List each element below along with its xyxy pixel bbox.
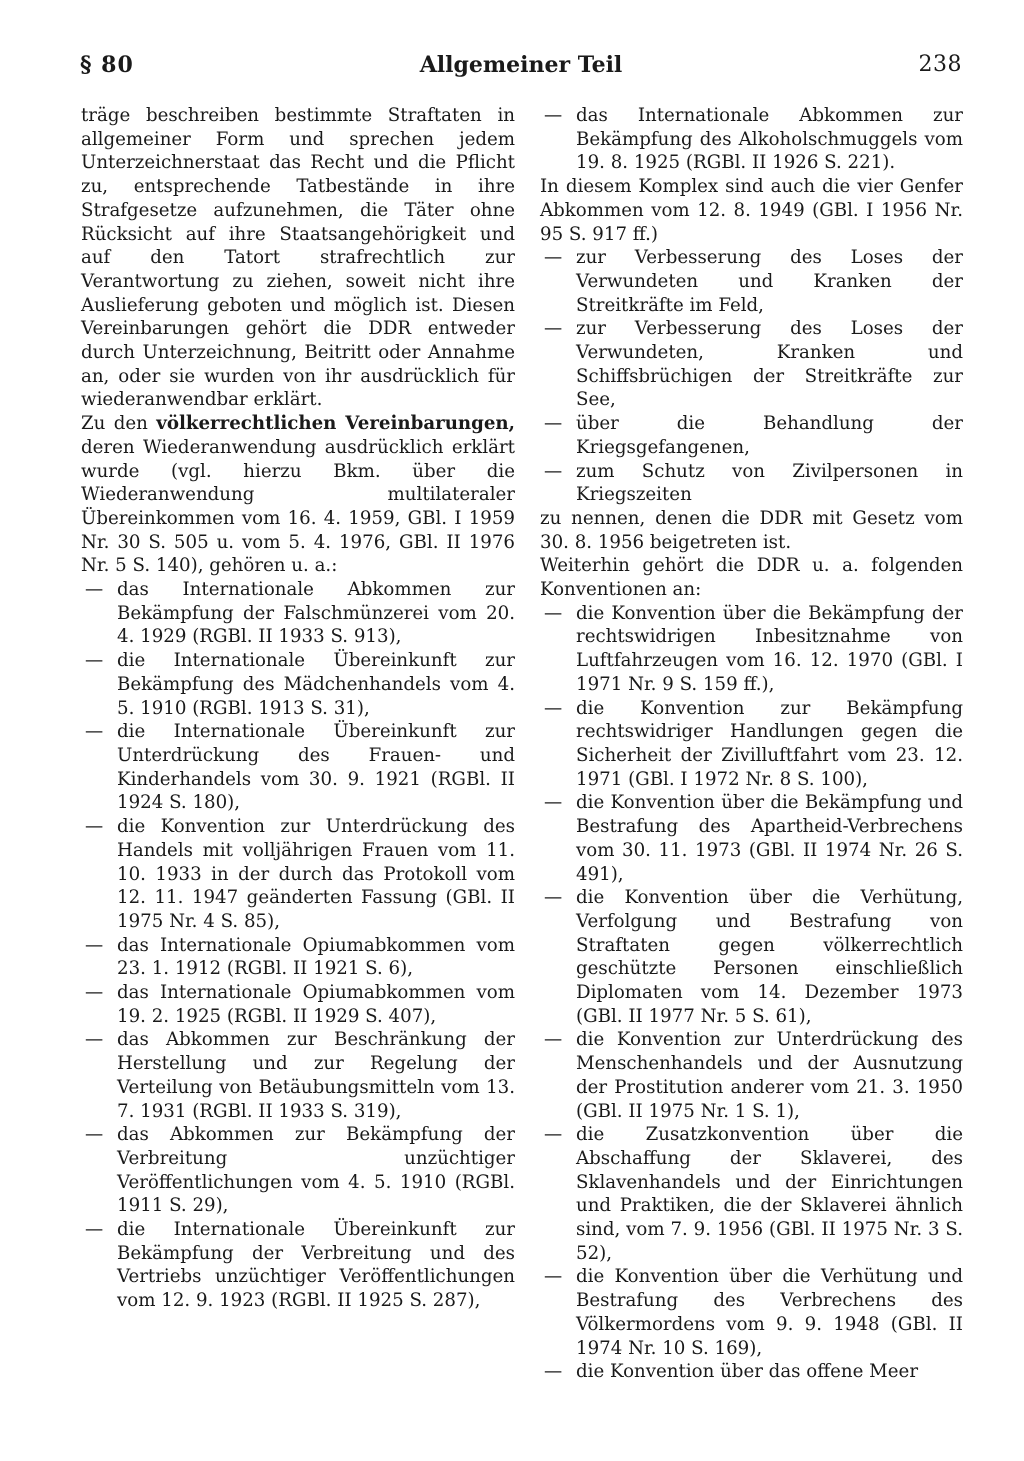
list-item (81, 981, 515, 1028)
list-item (540, 1360, 963, 1384)
dash-marker: — (85, 982, 104, 1004)
page-number: 238 (918, 52, 962, 77)
list-item (540, 317, 963, 412)
list-item-text: das Internationale Abkommen zur Bekämpfung der Falschmünzerei vom 20. 4. 1929 (RGBl. II 1933 S. 913), (117, 579, 515, 648)
dash-marker: — (544, 1124, 563, 1146)
list-item-text: die Konvention über das offene Meer (576, 1361, 919, 1383)
list-item (81, 1123, 515, 1218)
list-item-text: das Internationale Opiumabkommen vom 19. 2. 1925 (RGBl. II 1929 S. 407), (117, 982, 515, 1027)
geneva-paragraph: In diesem Komplex sind auch die vier Genfer Abkommen vom 12. 8. 1949 (GBl. I 1956 Nr. 95 S. 917 ff.) (540, 176, 963, 245)
agreements-paragraph (81, 412, 515, 578)
list-item-text: die Zusatzkonvention über die Abschaffung der Sklaverei, des Sklavenhandels und der Einrichtungen und Praktiken, die der Sklaverei ähnlich sind, vom 7. 9. 1956 (GBl. II 1975 Nr. 3 S. 52), (576, 1124, 963, 1264)
list-item-text: zur Verbesserung des Loses der Verwundeten, Kranken und Schiffsbrüchigen der Streitkräfte zur See, (576, 318, 963, 411)
dash-marker: — (85, 1124, 104, 1146)
list-item (81, 720, 515, 815)
dash-marker: — (544, 1029, 563, 1051)
agreements-bold-term: völkerrechtlichen Vereinbarungen, (156, 413, 515, 435)
list-item-text: die Internationale Übereinkunft zur Bekämpfung des Mädchenhandels vom 4. 5. 1910 (RGBl. 1913 S. 31), (117, 650, 515, 719)
list-item-text: das Abkommen zur Bekämpfung der Verbreitung unzüchtiger Veröffentlichungen vom 4. 5. 1910 (RGBl. 1911 S. 29), (117, 1124, 515, 1217)
running-title: Allgemeiner Teil (419, 52, 623, 78)
list-item-text: die Konvention zur Unterdrückung des Handels mit volljährigen Frauen vom 11. 10. 1933 in der durch das Protokoll vom 12. 11. 1947 geänderten Fassung (GBl. II 1975 Nr. 4 S. 85), (117, 816, 515, 932)
list-item (81, 649, 515, 720)
dash-marker: — (85, 1219, 104, 1241)
right-column (540, 104, 963, 1384)
list-item (540, 791, 963, 886)
list-item (81, 1218, 515, 1313)
list-item-text: die Internationale Übereinkunft zur Bekämpfung der Verbreitung und des Vertriebs unzüchtiger Veröffentlichungen vom 12. 9. 1923 (RGBl. II 1925 S. 287), (117, 1219, 515, 1312)
agreements-lead: Zu den (81, 413, 157, 435)
list-item (540, 602, 963, 697)
list-item-text: zur Verbesserung des Loses der Verwundeten und Kranken der Streitkräfte im Feld, (576, 247, 963, 316)
dash-marker: — (544, 887, 563, 909)
dash-marker: — (85, 579, 104, 601)
page-header (80, 52, 962, 88)
list-item (540, 104, 963, 175)
list-item-text: die Internationale Übereinkunft zur Unterdrückung des Frauen- und Kinderhandels vom 30. 9. 1921 (RGBl. II 1924 S. 180), (117, 721, 515, 814)
dash-marker: — (85, 934, 104, 956)
dash-marker: — (544, 460, 563, 482)
list-item-text: das Internationale Opiumabkommen vom 23. 1. 1912 (RGBl. II 1921 S. 6), (117, 934, 515, 980)
agreements-rest: deren Wiederanwendung ausdrücklich erklärt wurde (vgl. hierzu Bkm. über die Wiederanwendung multilateraler Übereinkommen vom 16. 4. 1959, GBl. I 1959 Nr. 30 S. 505 u. vom 5. 4. 1976, GBl. II 1976 Nr. 5 S. 140), gehören u. a.: (81, 436, 515, 577)
list-item (81, 578, 515, 649)
list-item-text: die Konvention zur Bekämpfung rechtswidriger Handlungen gegen die Sicherheit der Zivilluftfahrt vom 23. 12. 1971 (GBl. I 1972 Nr. 8 S. 100), (576, 697, 963, 790)
list-item-text: das Abkommen zur Beschränkung der Herstellung und zur Regelung der Verteilung von Betäubungsmitteln vom 13. 7. 1931 (RGBl. II 1933 S. 319), (117, 1029, 515, 1122)
list-item-text: die Konvention zur Unterdrückung des Menschenhandels und der Ausnutzung der Prostitution anderer vom 21. 3. 1950 (GBl. II 1975 Nr. 1 S. 1), (576, 1029, 963, 1122)
list-item (540, 246, 963, 317)
dash-marker: — (544, 247, 563, 269)
list-item-text: das Internationale Abkommen zur Bekämpfung des Alkoholschmuggels vom 19. 8. 1925 (RGBl. II 1926 S. 221). (576, 105, 963, 174)
list-item (81, 934, 515, 981)
dash-marker: — (85, 816, 104, 838)
list-item-text: die Konvention über die Bekämpfung und Bestrafung des Apartheid-Verbrechens vom 30. 11. 1973 (GBl. II 1974 Nr. 26 S. 491), (576, 792, 963, 885)
list-item (540, 460, 963, 507)
list-item (540, 886, 963, 1028)
intro-paragraph: träge beschreiben bestimmte Straftaten in allgemeiner Form und sprechen jedem Unterzeichnerstaat das Recht und die Pflicht zu, entsprechende Tatbestände in ihre Strafgesetze aufzunehmen, die Täter ohne Rücksicht auf ihre Staatsangehörigkeit und auf den Tatort strafrechtlich zur Verantwortung zu ziehen, soweit nicht ihre Auslieferung geboten und möglich ist. Diesen Vereinbarungen gehört die DDR entweder durch Unterzeichnung, Beitritt oder Annahme an, oder sie wurden von ihr ausdrücklich für wiederanwendbar erklärt. (81, 105, 515, 411)
dash-marker: — (85, 1029, 104, 1051)
list-item (540, 1123, 963, 1265)
list-item (540, 1028, 963, 1123)
dash-marker: — (544, 1266, 563, 1288)
left-column (81, 104, 515, 1313)
dash-marker: — (544, 602, 563, 624)
list-item (540, 697, 963, 792)
dash-marker: — (544, 105, 563, 126)
dash-marker: — (85, 650, 104, 672)
list-item (81, 815, 515, 934)
list-item (81, 1028, 515, 1123)
dash-marker: — (544, 413, 563, 435)
dash-marker: — (544, 318, 563, 340)
dash-marker: — (544, 697, 563, 719)
accession-paragraph: zu nennen, denen die DDR mit Gesetz vom 30. 8. 1956 beigetreten ist. (540, 507, 963, 553)
list-item (540, 412, 963, 459)
list-item-text: zum Schutz von Zivilpersonen in Kriegszeiten (576, 460, 963, 506)
section-number: § 80 (80, 52, 134, 78)
list-item (540, 1265, 963, 1360)
dash-marker: — (85, 721, 104, 743)
list-item-text: die Konvention über die Verhütung und Bestrafung des Verbrechens des Völkermordens vom 9. 9. 1948 (GBl. II 1974 Nr. 10 S. 169), (576, 1266, 963, 1359)
list-item-text: über die Behandlung der Kriegsgefangenen, (576, 413, 963, 458)
dash-marker: — (544, 1361, 563, 1383)
list-item-text: die Konvention über die Bekämpfung der rechtswidrigen Inbesitznahme von Luftfahrzeugen vom 16. 12. 1970 (GBl. I 1971 Nr. 9 S. 159 ff.), (576, 602, 963, 695)
list-item-text: die Konvention über die Verhütung, Verfolgung und Bestrafung von Straftaten gegen völkerrechtlich geschützte Personen einschließlich Diplomaten vom 14. Dezember 1973 (GBl. II 1977 Nr. 5 S. 61), (576, 887, 963, 1027)
conventions-paragraph: Weiterhin gehört die DDR u. a. folgenden Konventionen an: (540, 555, 963, 601)
dash-marker: — (544, 792, 563, 814)
